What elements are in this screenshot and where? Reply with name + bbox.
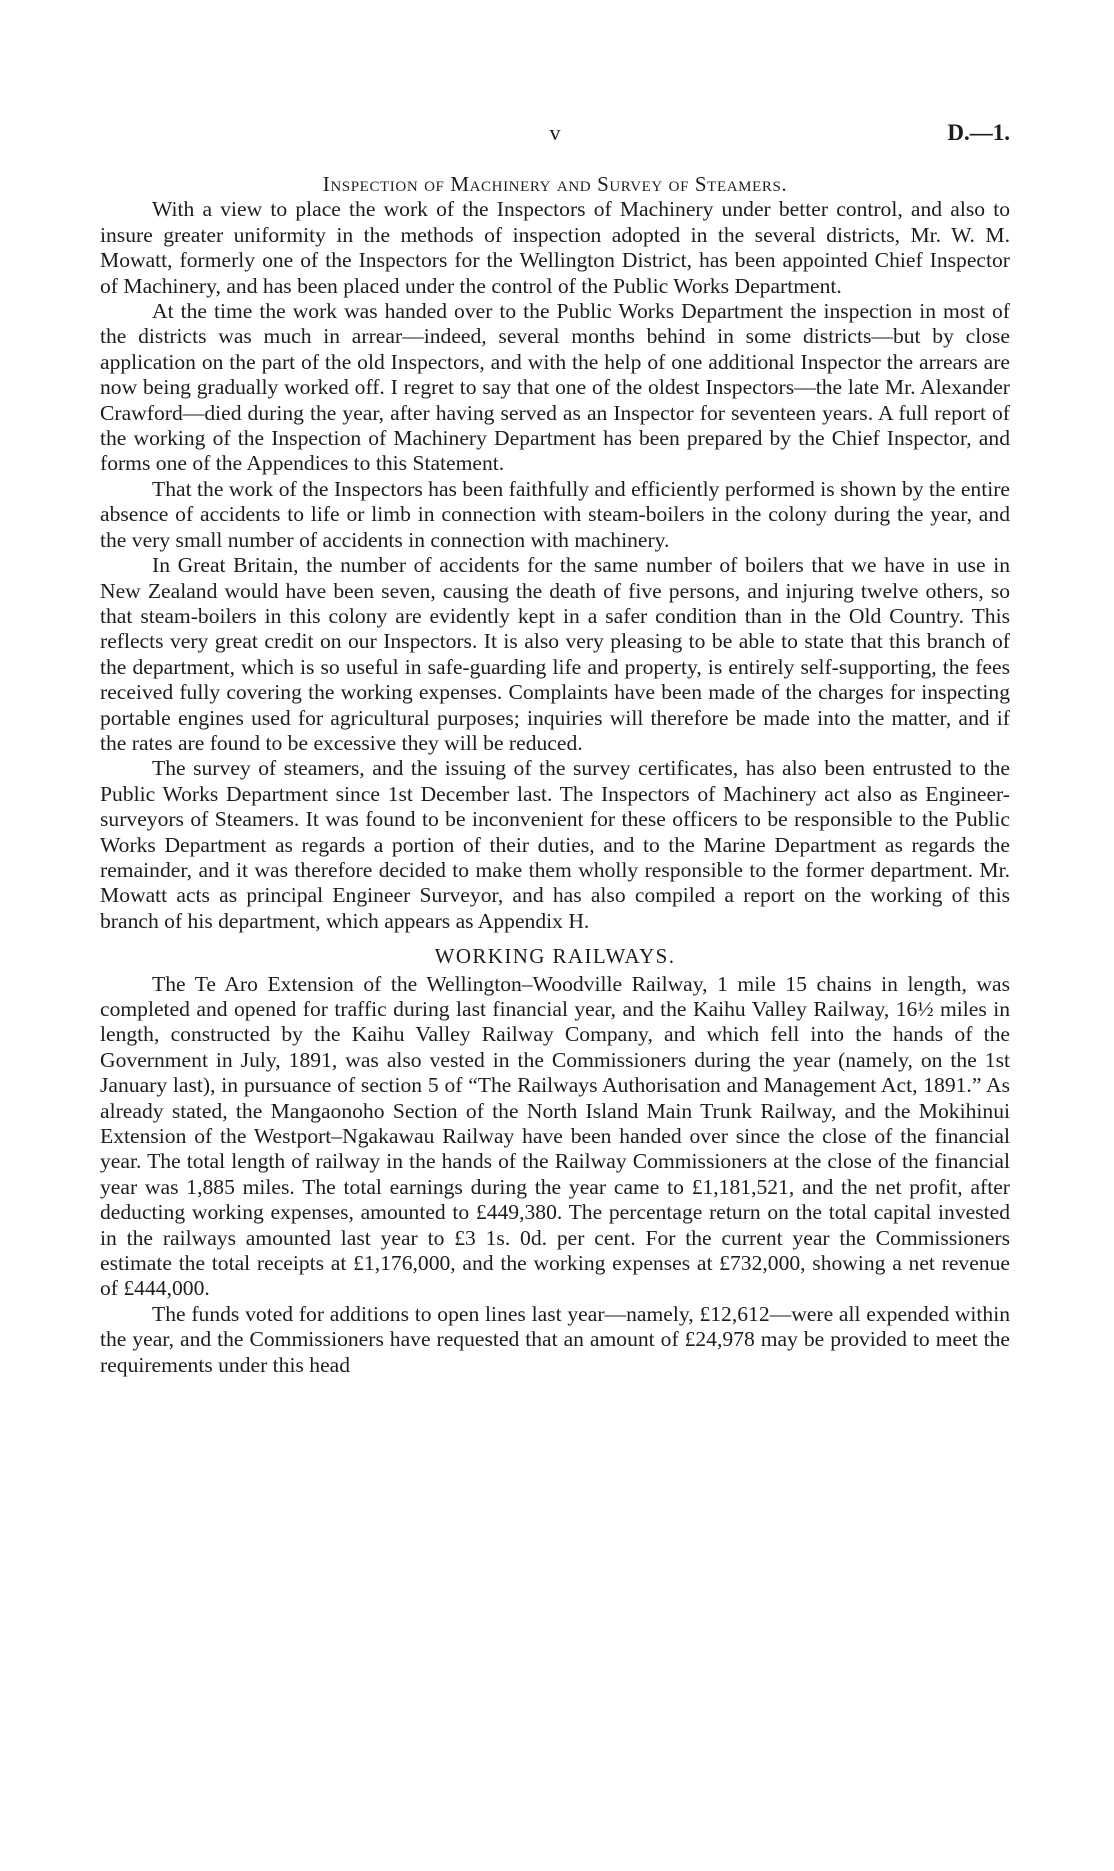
document-body <box>100 172 1010 1378</box>
page-header <box>100 120 1010 152</box>
section-heading-inspection: Inspection of Machinery and Survey of Steamers. <box>322 172 788 196</box>
paragraph: At the time the work was handed over to the Public Works Department the inspection in most of the districts was much in arrear—indeed, several months behind in some districts—but by close application on the part of the old Inspectors, and with the help of one additional Inspector the arrears are now being gradually worked off. I regret to say that one of the oldest Inspectors—the late Mr. Alexander Crawford—died during the year, after having served as an Inspector for seventeen years. A full report of the working of the Inspection of Machinery Department has been prepared by the Chief Inspector, and forms one of the Appendices to this Statement. <box>100 299 1010 476</box>
paragraph: In Great Britain, the number of accidents for the same number of boilers that we have in use in New Zealand would have been seven, causing the death of five persons, and injuring twelve others, so that steam-boilers in this colony are evidently kept in a safer condition than in the Old Country. This reflects very great credit on our Inspectors. It is also very pleasing to be able to state that this branch of the department, which is so useful in safe-guarding life and property, is entirely self-supporting, the fees received fully covering the working expenses. Complaints have been made of the charges for inspecting portable engines used for agricultural purposes; inquiries will therefore be made into the matter, and if the rates are found to be excessive they will be reduced. <box>100 553 1010 755</box>
paragraph: With a view to place the work of the Inspectors of Machinery under better control, and also to insure greater uniformity in the methods of inspection adopted in the several districts, Mr. W. M. Mowatt, formerly one of the Inspectors for the Wellington District, has been appointed Chief Inspector of Machinery, and has been placed under the control of the Public Works Department. <box>100 197 1010 298</box>
section-heading-working-railways: WORKING RAILWAYS. <box>434 944 676 969</box>
paragraph: The Te Aro Extension of the Wellington–Woodville Railway, 1 mile 15 chains in length, was completed and opened for traffic during last financial year, and the Kaihu Valley Railway, 16½ miles in length, constructed by the Kaihu Valley Railway Company, and which fell into the hands of the Government in July, 1891, was also vested in the Commissioners during the year (namely, on the 1st January last), in pursuance of section 5 of “The Railways Authorisation and Management Act, 1891.” As already stated, the Mangaonoho Section of the North Island Main Trunk Railway, and the Mokihinui Extension of the Westport–Ngakawau Railway have been handed over since the close of the financial year. The total length of railway in the hands of the Railway Commissioners at the close of the financial year was 1,885 miles. The total earnings during the year came to £1,181,521, and the net profit, after deducting working expenses, amounted to £449,380. The percentage return on the total capital invested in the railways amounted last year to £3 1s. 0d. per cent. For the current year the Commissioners estimate the total receipts at £1,176,000, and the working expenses at £732,000, showing a net revenue of £444,000. <box>100 971 1010 1301</box>
paragraph: The funds voted for additions to open lines last year—namely, £12,612—were all expended within the year, and the Commissioners have requested that an amount of £24,978 may be provided to meet the requirements under this head <box>100 1301 1010 1377</box>
page-number: v <box>549 120 561 145</box>
paragraph: That the work of the Inspectors has been faithfully and efficiently performed is shown by the entire absence of accidents to life or limb in connection with steam-boilers in the colony during the year, and the very small number of accidents in connection with machinery. <box>100 476 1010 552</box>
document-reference: D.—1. <box>947 120 1010 145</box>
paragraph: The survey of steamers, and the issuing of the survey certificates, has also been entrusted to the Public Works Department since 1st December last. The Inspectors of Machinery act also as Engineer-surveyors of Steamers. It was found to be inconvenient for these officers to be responsible to the Public Works Department as regards a portion of their duties, and to the Marine Department as regards the remainder, and it was therefore decided to make them wholly responsible to the former department. Mr. Mowatt acts as principal Engineer Surveyor, and has also compiled a report on the working of this branch of his department, which appears as Appendix H. <box>100 756 1010 933</box>
